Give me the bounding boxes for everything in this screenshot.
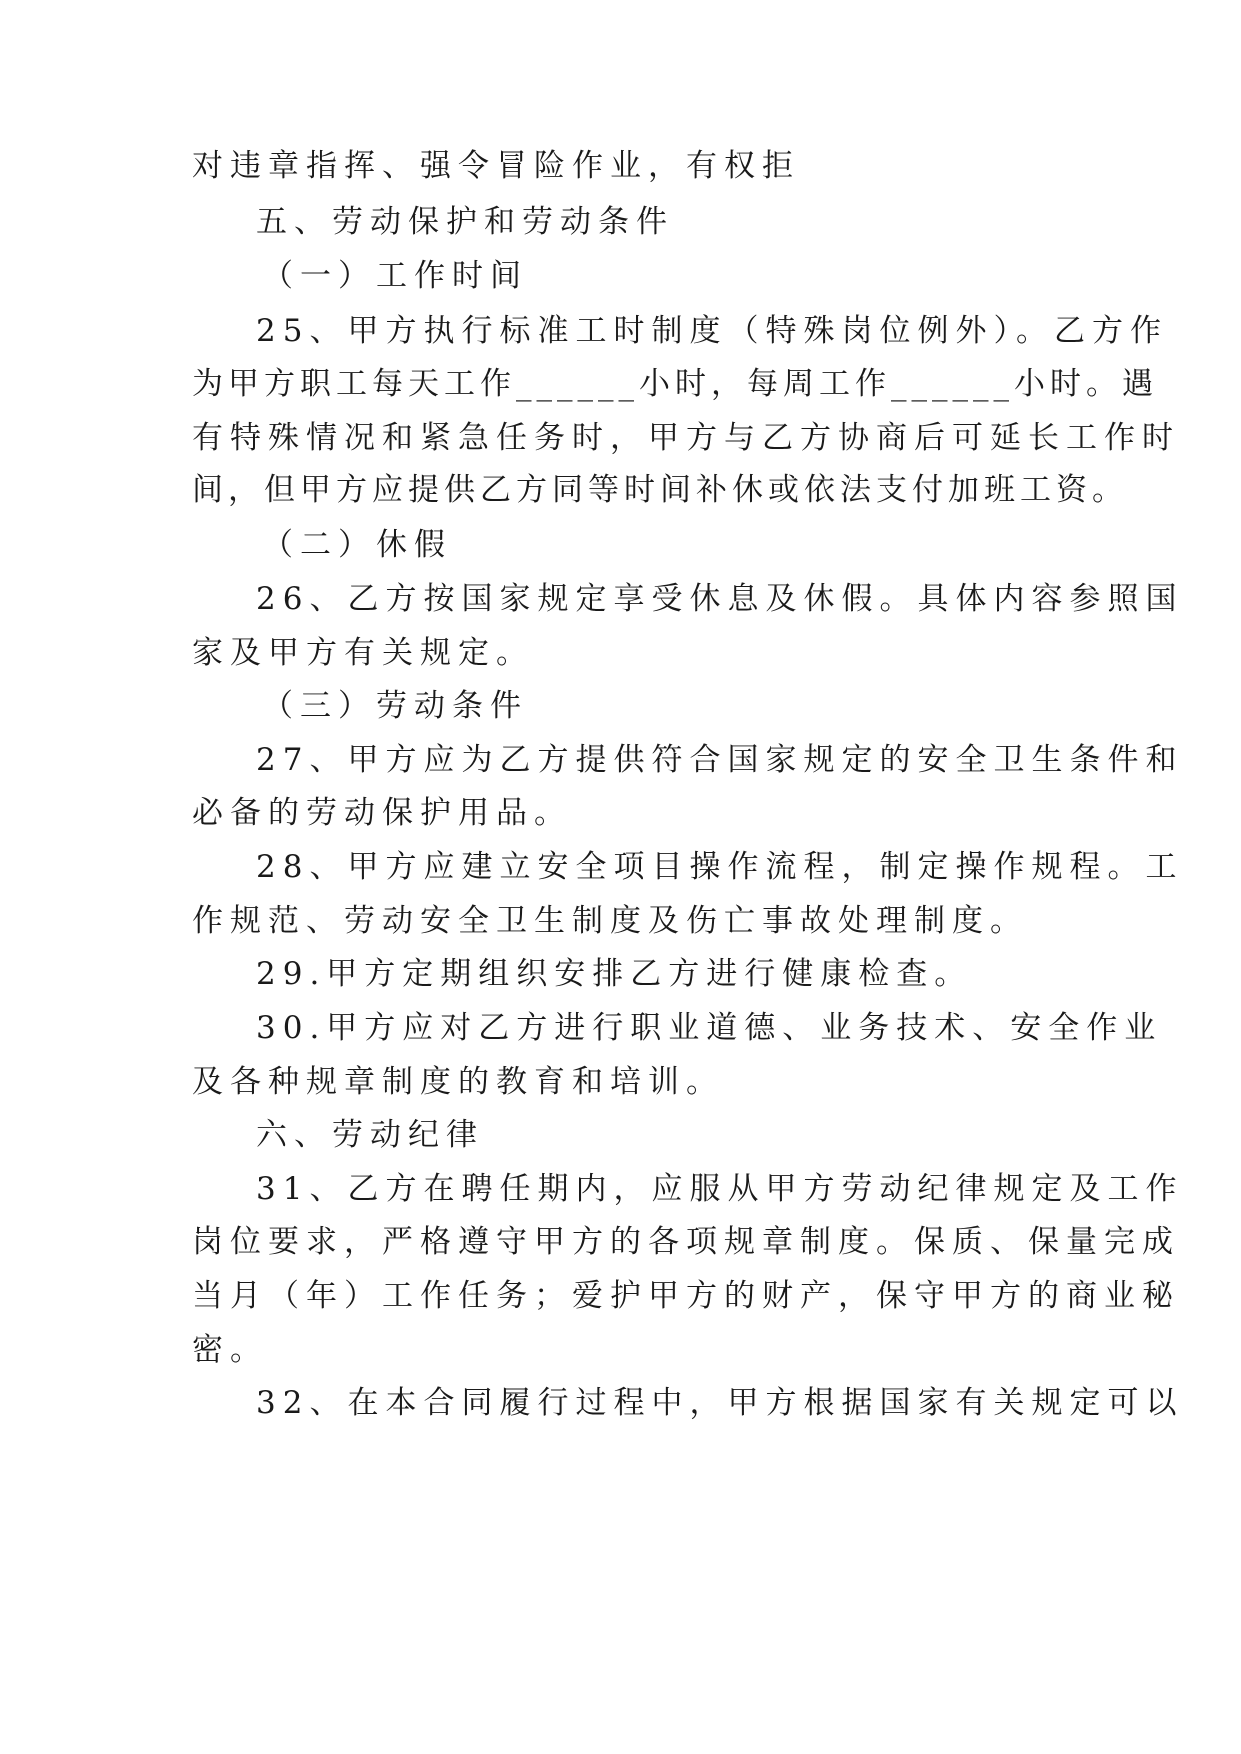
subsection-heading: （二）休假 (262, 527, 452, 563)
text-line: 有特殊情况和紧急任务时，甲方与乙方协商后可延长工作时 (192, 420, 1180, 456)
subsection-heading: （一）工作时间 (262, 258, 528, 294)
text-line: 32、在本合同履行过程中，甲方根据国家有关规定可以 (256, 1385, 1184, 1421)
text-line: 为甲方职工每天工作______小时，每周工作______小时。遇 (192, 366, 1158, 402)
text-line: 必备的劳动保护用品。 (192, 795, 572, 831)
text-line: 30.甲方应对乙方进行职业道德、业务技术、安全作业 (256, 1010, 1163, 1046)
text-line: 密。 (192, 1332, 268, 1368)
text-line: 岗位要求，严格遵守甲方的各项规章制度。保质、保量完成 (192, 1224, 1180, 1260)
section-heading: 六、劳动纪律 (256, 1117, 484, 1153)
text-line: 及各种规章制度的教育和培训。 (192, 1064, 724, 1100)
text-line: 间，但甲方应提供乙方同等时间补休或依法支付加班工资。 (192, 472, 1128, 508)
text-line: 作规范、劳动安全卫生制度及伤亡事故处理制度。 (192, 903, 1028, 939)
subsection-heading: （三）劳动条件 (262, 688, 528, 724)
text-line: 26、乙方按国家规定享受休息及休假。具体内容参照国 (256, 581, 1184, 617)
text-line: 27、甲方应为乙方提供符合国家规定的安全卫生条件和 (256, 742, 1184, 778)
text-line: 29.甲方定期组织安排乙方进行健康检查。 (256, 956, 973, 992)
text-line: 当月（年）工作任务；爱护甲方的财产，保守甲方的商业秘 (192, 1278, 1180, 1314)
text-line: 28、甲方应建立安全项目操作流程，制定操作规程。工 (256, 849, 1184, 885)
text-line: 家及甲方有关规定。 (192, 635, 534, 671)
text-line: 25、甲方执行标准工时制度（特殊岗位例外）。乙方作 (256, 313, 1168, 349)
text-line: 对违章指挥、强令冒险作业，有权拒 (192, 148, 800, 184)
text-line: 31、乙方在聘任期内，应服从甲方劳动纪律规定及工作 (256, 1171, 1184, 1207)
section-heading: 五、劳动保护和劳动条件 (256, 204, 674, 240)
